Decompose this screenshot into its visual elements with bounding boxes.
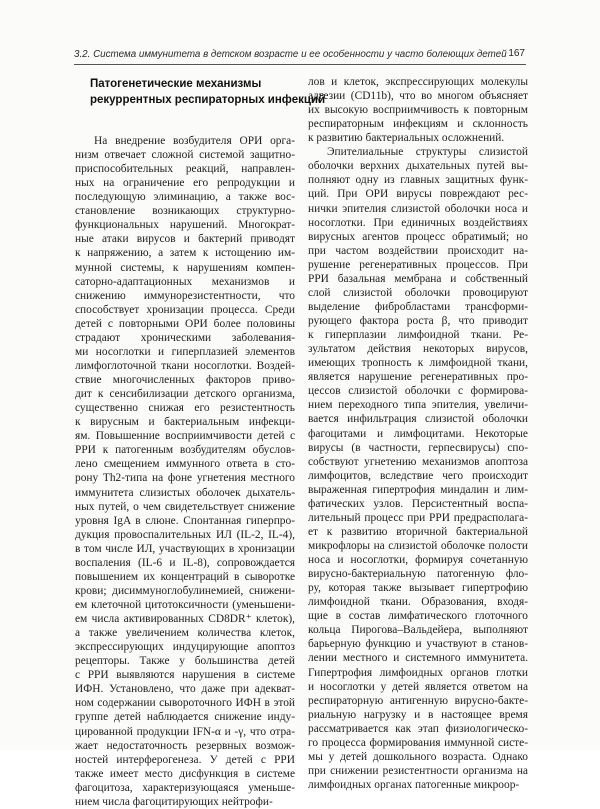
- text-line: риальную нагрузку и в настоящее время: [308, 708, 528, 721]
- text-line: также имеет место дисфункция в системе: [75, 767, 295, 780]
- text-line: ИФН. Установлено, что даже при адекват-: [75, 683, 295, 696]
- text-line: ет к развитию вторичной бактериальной: [308, 525, 528, 538]
- text-line: ций. При ОРИ вирусы повреждают рес-: [308, 188, 528, 201]
- text-line: выделение фибробластами трансформи-: [308, 300, 528, 313]
- text-line: повышением их концентраций в сыворотке: [75, 570, 295, 583]
- text-line: зультатом действия некоторых вирусов,: [308, 343, 528, 356]
- text-line: РРИ к патогенным возбудителям обуслов-: [75, 444, 295, 457]
- text-line: нием переходного типа эпителия, увеличи-: [308, 399, 528, 412]
- text-line: приспособительных реакций, направлен-: [75, 163, 295, 176]
- text-line: саторно-адаптационных механизмов и: [75, 275, 295, 288]
- text-line: респираторную антигенную вирусно-бакте-: [308, 694, 528, 707]
- text-line: ми носоглотки и гиперплазией элементов: [75, 345, 295, 358]
- text-line: рующего фактора роста β, что приводит: [308, 315, 528, 328]
- text-line: является нарушение регенеративных про-: [308, 371, 528, 384]
- text-line: вается инфильтрация слизистой оболочки: [308, 413, 528, 426]
- text-line: а также увеличением количества клеток,: [75, 627, 295, 640]
- text-line: в том числе ИЛ, участвующих в хронизации: [75, 542, 295, 555]
- text-line: фагоцитами и лимфоцитами. Некоторые: [308, 427, 528, 440]
- text-line: слой слизистой оболочки провоцируют: [308, 286, 528, 299]
- text-line: лении местного и системного иммунитета.: [308, 652, 528, 665]
- text-line: ных путей, о чем свидетельствует снижение: [75, 500, 295, 513]
- text-line: группе детей наблюдается снижение инду-: [75, 711, 295, 724]
- text-line: детей с повторными ОРИ более половины: [75, 317, 295, 330]
- text-line: вирусы (в частности, герпесвирусы) спо-: [308, 441, 528, 454]
- text-line: имеющих тропность к лимфоидной ткани,: [308, 357, 528, 370]
- text-line: к вирусным и бактериальным инфекци-: [75, 416, 295, 429]
- text-line: лительный процесс при РРИ предрасполага-: [308, 511, 528, 524]
- text-line: вирусных агентов процесс обратимый; но: [308, 230, 528, 243]
- text-line: крови; дисиммуноглобулинемией, снижени-: [75, 584, 295, 597]
- text-line: к гиперплазии лимфоидной ткани. Ре-: [308, 329, 528, 342]
- text-line: жает недостаточность резервных возмож-: [75, 739, 295, 752]
- running-header-title: 3.2. Система иммунитета в детском возрасте и ее особенности у часто болеющих детей: [74, 49, 507, 60]
- text-line: барьерную функцию и участвуют в станов-: [308, 638, 528, 651]
- text-line: носоглотки. При единичных воздействиях: [308, 216, 528, 229]
- text-line: уровня IgA в слюне. Спонтанная гиперпро-: [75, 514, 295, 527]
- text-line: при частом воздействии происходит на-: [308, 244, 528, 257]
- text-line: к развитию бактериальных осложнений.: [308, 132, 505, 145]
- text-line: микрофлоры на слизистой оболочке полости: [308, 539, 528, 552]
- text-line: к напряжению, а затем к истощению им-: [75, 247, 295, 260]
- text-line: рушение регенеративных процессов. При: [308, 258, 528, 271]
- text-line: фагоцитоза, характеризующаяся уменьше-: [75, 781, 295, 794]
- text-line: воспаления (IL-6 и IL-8), сопровождается: [75, 556, 295, 569]
- text-line: становление возникающих структурно-: [75, 205, 295, 218]
- text-line: мы у детей дошкольного возраста. Однако: [308, 750, 528, 763]
- text-line: ных на ограничение его репродукции и: [75, 177, 295, 190]
- text-line: цированной продукции IFN-α и -γ, что отра-: [75, 725, 295, 738]
- text-line: и носоглотки у детей является ответом на: [308, 680, 528, 693]
- text-line: рону Th2-типа на фоне угнетения местного: [75, 472, 295, 485]
- text-line: носа и носоглотки, формируя сочетанную: [308, 554, 528, 567]
- text-line: существенно снижая его резистентность: [75, 402, 295, 415]
- text-line: ствие многочисленных факторов приво-: [75, 374, 295, 387]
- text-line: цессов слизистой оболочки с формирова-: [308, 385, 528, 398]
- text-line: лимфоидных органах патогенные микроор-: [308, 779, 520, 791]
- text-line: адгезии (CD11b), что во многом объясняет: [308, 90, 528, 103]
- text-line: экспрессирующих индуцирующие апоптоз: [75, 641, 295, 654]
- text-line: лено смещением иммунного ответа в сто-: [75, 458, 295, 471]
- text-line: кольца Пирогова–Вальдейера, выполняют: [308, 624, 528, 637]
- text-line: вирусно-бактериальную патогенную фло-: [308, 568, 528, 581]
- text-line: мунной системы, к нарушениям компен-: [75, 261, 295, 274]
- text-line: ям. Повышенние восприимчивости детей с: [75, 430, 295, 443]
- text-line: Эпителиальные структуры слизистой: [327, 146, 528, 159]
- text-line: оболочки верхних дыхательных путей вы-: [308, 160, 528, 173]
- text-line: щие в состав лимфатического глоточного: [308, 610, 528, 623]
- text-line: нички эпителия слизистой оболочки носа и: [308, 202, 528, 215]
- text-line: ные атаки вирусов и бактерий приводят: [75, 233, 295, 246]
- text-line: снижению иммунорезистентности, что: [75, 289, 295, 302]
- text-line: ем клеточной цитотоксичности (уменьшени-: [75, 598, 295, 611]
- text-line: низм отвечает сложной системой защитно-: [75, 149, 295, 162]
- text-line: при снижении резистентности организма на: [308, 764, 528, 777]
- text-line: дит к сенсибилизации детского организма,: [75, 388, 295, 401]
- section-heading-line-1: Патогенетические механизмы: [90, 78, 262, 90]
- text-line: ем числа активированных CD8DR⁺ клеток),: [75, 613, 295, 626]
- text-line: РРИ базальная мембрана и собственный: [308, 272, 528, 285]
- text-line: лов и клеток, экспрессирующих молекулы: [308, 76, 528, 88]
- text-line: иммунитета слизистых оболочек дыхатель-: [75, 486, 295, 499]
- text-line: фатических узлов. Персистентный воспа-: [308, 497, 528, 510]
- page-number: 167: [508, 48, 525, 59]
- text-line: го процесса формирования иммунной систе-: [308, 736, 528, 749]
- text-line: собствуют угнетению механизмов апоптоза: [308, 455, 528, 468]
- text-line: На внедрение возбудителя ОРИ орга-: [94, 135, 295, 147]
- text-line: лимфоцитов, вследствие чего происходит: [308, 469, 528, 482]
- text-line: способствует хронизации процесса. Среди: [75, 303, 295, 316]
- text-line: ру, которая также вызывает гипертрофию: [308, 582, 528, 595]
- text-line: ностей интерферогенеза. У детей с РРИ: [75, 753, 295, 766]
- text-line: нием числа фагоцитирующих нейтрофи-: [75, 795, 273, 808]
- text-line: ном содержании сывороточного ИФН в этой: [75, 697, 295, 710]
- text-line: полняют одну из главных защитных функ-: [308, 174, 528, 187]
- text-line: функциональных нарушений. Многократ-: [75, 219, 295, 232]
- text-line: последующую элиминацию, а также вос-: [75, 191, 295, 204]
- text-line: рассматривается как этап физиологическо-: [308, 722, 528, 735]
- text-line: лимфоглоточной ткани носоглотки. Воздей-: [75, 359, 295, 372]
- section-heading-line-2: рекуррентных респираторных инфекций: [90, 94, 326, 106]
- text-line: страдают хроническими заболевания-: [75, 331, 295, 344]
- text-line: выраженная гипертрофия миндалин и лим-: [308, 483, 528, 496]
- text-line: лимфоидной ткани. Образования, входя-: [308, 596, 528, 609]
- text-line: респираторным инфекциям и склонность: [308, 118, 528, 131]
- text-line: с РРИ выявляются нарушения в системе: [75, 669, 295, 682]
- text-line: их высокую восприимчивость к повторным: [308, 104, 528, 117]
- header-rule: [74, 64, 526, 65]
- text-line: Гипертрофия лимфоидных органов глотки: [308, 666, 528, 679]
- text-line: рецепторы. Также у большинства детей: [75, 655, 295, 668]
- text-line: дукция провоспалительных ИЛ (IL-2, IL-4),: [75, 528, 295, 541]
